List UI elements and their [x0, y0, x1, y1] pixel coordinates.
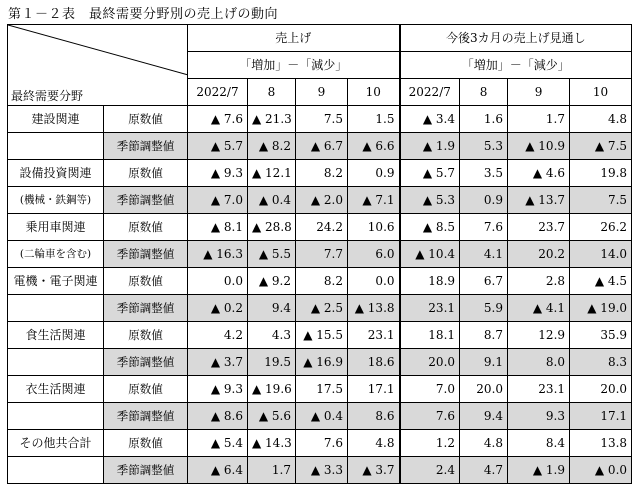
value-cell: ▲ 9.2	[248, 268, 296, 295]
value-cell: ▲ 0.2	[188, 295, 248, 322]
value-cell: ▲ 4.1	[508, 295, 570, 322]
value-cell: 18.9	[400, 268, 460, 295]
category-cell: 設備投資関連	[8, 160, 104, 187]
table-row	[8, 133, 632, 160]
value-cell: ▲ 13.8	[348, 295, 400, 322]
month-header: 9	[508, 79, 570, 106]
value-cell: ▲ 3.7	[348, 457, 400, 484]
value-type-cell: 季節調整値	[104, 403, 188, 430]
value-cell: 17.1	[348, 376, 400, 403]
value-cell: ▲ 15.5	[296, 322, 348, 349]
value-cell: 8.2	[296, 160, 348, 187]
value-cell: ▲ 3.3	[296, 457, 348, 484]
value-cell: 23.1	[348, 322, 400, 349]
value-cell: ▲ 16.9	[296, 349, 348, 376]
value-cell: 4.2	[188, 322, 248, 349]
category-cell: 電機・電子関連	[8, 268, 104, 295]
value-cell: ▲ 10.9	[508, 133, 570, 160]
value-cell: 7.6	[460, 214, 508, 241]
value-cell: 4.8	[460, 430, 508, 457]
value-type-cell: 原数値	[104, 322, 188, 349]
value-cell: 26.2	[570, 214, 632, 241]
value-type-cell: 原数値	[104, 106, 188, 133]
value-cell: ▲ 4.6	[508, 160, 570, 187]
value-cell: 7.7	[296, 241, 348, 268]
value-cell: ▲ 8.2	[248, 133, 296, 160]
value-type-cell: 季節調整値	[104, 241, 188, 268]
value-cell: 0.9	[348, 160, 400, 187]
value-cell: 1.2	[400, 430, 460, 457]
value-cell: 9.3	[508, 403, 570, 430]
value-cell: 10.6	[348, 214, 400, 241]
table-row	[8, 268, 632, 295]
value-cell: 5.9	[460, 295, 508, 322]
table-row	[8, 376, 632, 403]
value-cell: 2.4	[400, 457, 460, 484]
value-cell: 8.6	[348, 403, 400, 430]
value-cell: 35.9	[570, 322, 632, 349]
corner-label: 最終需要分野	[11, 89, 84, 103]
value-cell: ▲ 1.9	[508, 457, 570, 484]
value-cell: 8.2	[296, 268, 348, 295]
value-cell: ▲ 19.0	[570, 295, 632, 322]
value-cell: 6.0	[348, 241, 400, 268]
value-cell: ▲ 5.4	[188, 430, 248, 457]
value-cell: 17.1	[570, 403, 632, 430]
category-cell: 衣生活関連	[8, 376, 104, 403]
value-cell: ▲ 12.1	[248, 160, 296, 187]
value-cell: 8.0	[508, 349, 570, 376]
month-header: 2022/7	[188, 79, 248, 106]
value-cell: 7.0	[400, 376, 460, 403]
value-cell: ▲ 1.9	[400, 133, 460, 160]
value-cell: ▲ 6.4	[188, 457, 248, 484]
table-row	[8, 403, 632, 430]
table-row	[8, 430, 632, 457]
value-cell: 8.3	[570, 349, 632, 376]
value-cell: ▲ 5.7	[400, 160, 460, 187]
value-type-cell: 原数値	[104, 268, 188, 295]
category-cell: その他共合計	[8, 430, 104, 457]
value-cell: 18.6	[348, 349, 400, 376]
value-cell: 9.4	[460, 403, 508, 430]
value-type-cell: 原数値	[104, 160, 188, 187]
value-cell: ▲ 3.7	[188, 349, 248, 376]
table-row	[8, 160, 632, 187]
value-cell: 5.3	[460, 133, 508, 160]
category-cell	[8, 133, 104, 160]
value-cell: 7.6	[400, 403, 460, 430]
category-cell	[8, 457, 104, 484]
value-cell: ▲ 7.0	[188, 187, 248, 214]
value-cell: ▲ 6.6	[348, 133, 400, 160]
category-cell	[8, 403, 104, 430]
value-cell: 0.0	[188, 268, 248, 295]
value-cell: 1.5	[348, 106, 400, 133]
value-cell: ▲ 7.1	[348, 187, 400, 214]
table-row	[8, 187, 632, 214]
value-cell: 3.5	[460, 160, 508, 187]
value-cell: ▲ 5.6	[248, 403, 296, 430]
table-row	[8, 241, 632, 268]
category-note: (機械・鉄鋼等)	[8, 187, 104, 214]
value-cell: 23.1	[508, 376, 570, 403]
value-cell: ▲ 0.0	[570, 457, 632, 484]
month-header: 8	[248, 79, 296, 106]
value-cell: 7.5	[570, 187, 632, 214]
value-cell: ▲ 0.4	[248, 187, 296, 214]
value-cell: 24.2	[296, 214, 348, 241]
value-cell: ▲ 8.6	[188, 403, 248, 430]
value-cell: 2.8	[508, 268, 570, 295]
value-cell: ▲ 13.7	[508, 187, 570, 214]
value-cell: ▲ 6.7	[296, 133, 348, 160]
value-cell: ▲ 14.3	[248, 430, 296, 457]
value-cell: ▲ 2.0	[296, 187, 348, 214]
value-type-cell: 季節調整値	[104, 133, 188, 160]
table-row	[8, 349, 632, 376]
value-cell: 4.8	[570, 106, 632, 133]
value-cell: ▲ 3.4	[400, 106, 460, 133]
value-cell: 20.0	[460, 376, 508, 403]
category-note: (二輪車を含む)	[8, 241, 104, 268]
category-cell: 食生活関連	[8, 322, 104, 349]
value-cell: ▲ 21.3	[248, 106, 296, 133]
month-header: 2022/7	[400, 79, 460, 106]
value-cell: ▲ 8.5	[400, 214, 460, 241]
sales-trend-table	[7, 24, 632, 484]
value-type-cell: 季節調整値	[104, 295, 188, 322]
value-cell: ▲ 9.3	[188, 160, 248, 187]
value-cell: 14.0	[570, 241, 632, 268]
value-cell: ▲ 2.5	[296, 295, 348, 322]
value-cell: 8.4	[508, 430, 570, 457]
value-cell: 1.7	[248, 457, 296, 484]
value-cell: 23.1	[400, 295, 460, 322]
value-cell: 4.8	[348, 430, 400, 457]
value-cell: ▲ 8.1	[188, 214, 248, 241]
value-cell: 7.5	[296, 106, 348, 133]
value-cell: 0.9	[460, 187, 508, 214]
value-cell: ▲ 16.3	[188, 241, 248, 268]
sub-header-outlook: 「増加」－「減少」	[400, 52, 632, 79]
value-type-cell: 原数値	[104, 214, 188, 241]
month-header: 10	[348, 79, 400, 106]
value-cell: 8.7	[460, 322, 508, 349]
value-cell: 9.1	[460, 349, 508, 376]
value-cell: 1.7	[508, 106, 570, 133]
value-cell: 0.0	[348, 268, 400, 295]
month-header: 8	[460, 79, 508, 106]
category-cell: 乗用車関連	[8, 214, 104, 241]
value-cell: 20.0	[570, 376, 632, 403]
group-header-sales: 売上げ	[188, 25, 400, 52]
table-row	[8, 457, 632, 484]
value-cell: 20.2	[508, 241, 570, 268]
value-cell: ▲ 5.7	[188, 133, 248, 160]
group-header-outlook: 今後3カ月の売上げ見通し	[400, 25, 632, 52]
value-cell: 4.7	[460, 457, 508, 484]
value-cell: ▲ 7.6	[188, 106, 248, 133]
value-cell: ▲ 7.5	[570, 133, 632, 160]
value-type-cell: 季節調整値	[104, 349, 188, 376]
category-cell	[8, 349, 104, 376]
table-row	[8, 106, 632, 133]
value-cell: 4.3	[248, 322, 296, 349]
value-cell: 17.5	[296, 376, 348, 403]
category-cell: 建設関連	[8, 106, 104, 133]
category-cell	[8, 295, 104, 322]
value-cell: 13.8	[570, 430, 632, 457]
table-title: 第１－２表 最終需要分野別の売上げの動向	[8, 7, 279, 22]
value-cell: ▲ 5.5	[248, 241, 296, 268]
value-cell: 1.6	[460, 106, 508, 133]
table-row	[8, 214, 632, 241]
table-row	[8, 295, 632, 322]
value-cell: ▲ 28.8	[248, 214, 296, 241]
value-cell: ▲ 9.3	[188, 376, 248, 403]
value-cell: 9.4	[248, 295, 296, 322]
value-cell: 4.1	[460, 241, 508, 268]
table-row	[8, 322, 632, 349]
value-cell: 23.7	[508, 214, 570, 241]
value-type-cell: 季節調整値	[104, 457, 188, 484]
value-cell: ▲ 5.3	[400, 187, 460, 214]
corner-header-cell	[8, 25, 188, 106]
value-cell: 19.8	[570, 160, 632, 187]
value-cell: ▲ 0.4	[296, 403, 348, 430]
value-cell: 12.9	[508, 322, 570, 349]
value-cell: 20.0	[400, 349, 460, 376]
value-cell: 7.6	[296, 430, 348, 457]
value-cell: 6.7	[460, 268, 508, 295]
value-type-cell: 原数値	[104, 430, 188, 457]
value-type-cell: 季節調整値	[104, 187, 188, 214]
value-cell: ▲ 4.5	[570, 268, 632, 295]
value-cell: ▲ 19.6	[248, 376, 296, 403]
month-header: 9	[296, 79, 348, 106]
value-cell: ▲ 10.4	[400, 241, 460, 268]
value-cell: 18.1	[400, 322, 460, 349]
sub-header-sales: 「増加」－「減少」	[188, 52, 400, 79]
value-cell: 19.5	[248, 349, 296, 376]
value-type-cell: 原数値	[104, 376, 188, 403]
month-header: 10	[570, 79, 632, 106]
